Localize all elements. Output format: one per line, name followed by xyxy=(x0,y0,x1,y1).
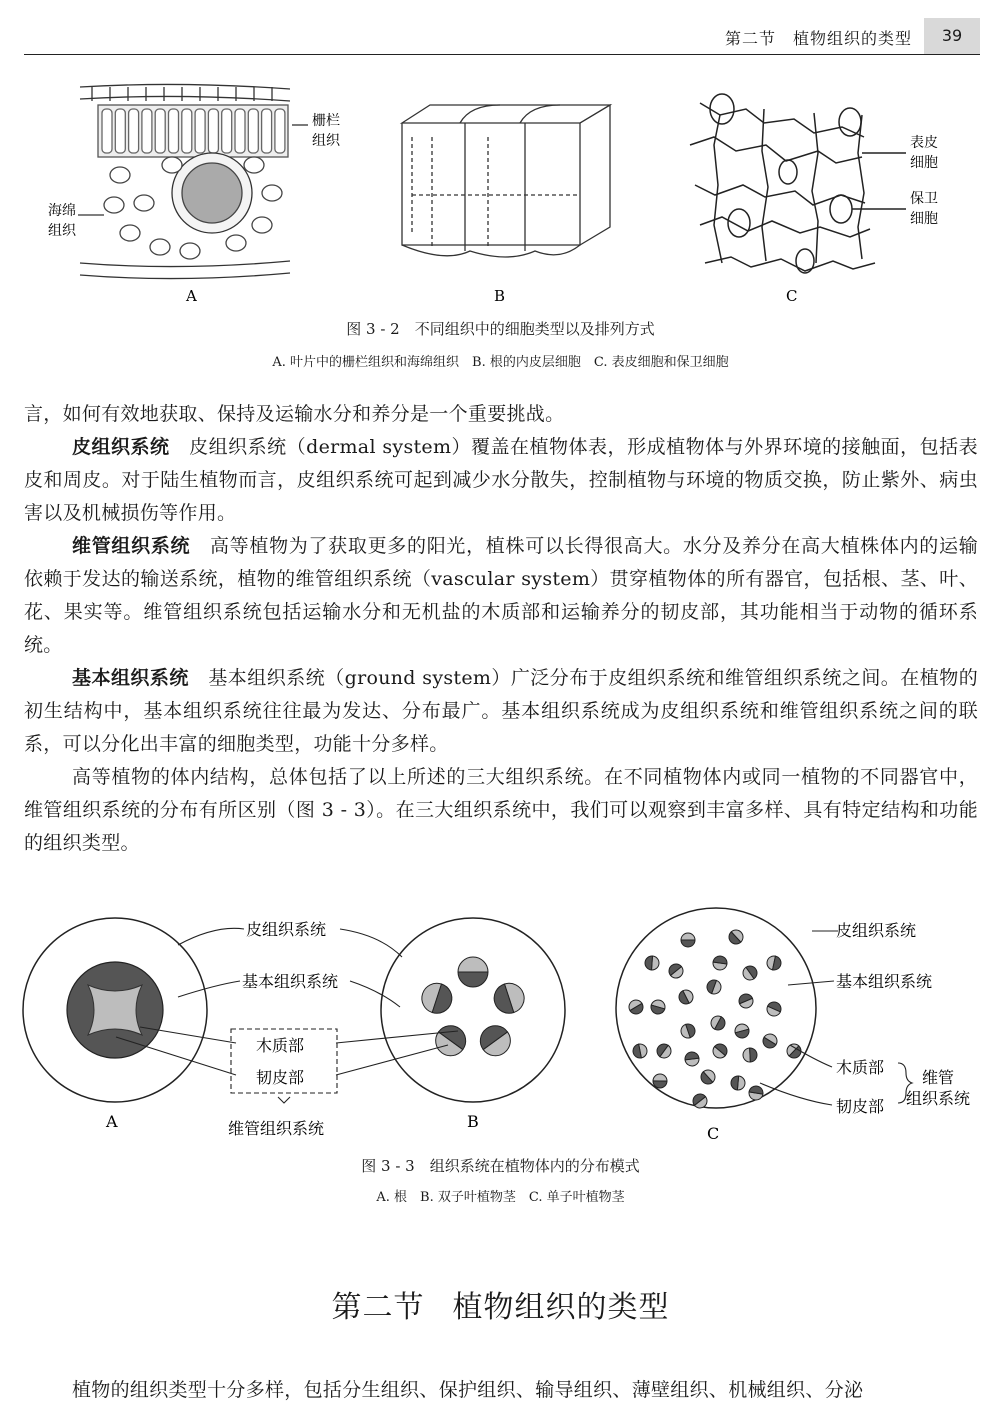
figure-3-2-caption: 图 3 - 2 不同组织中的细胞类型以及排列方式 xyxy=(346,320,655,338)
label-dermal-system: 皮组织系统 xyxy=(246,920,327,939)
label-ground-system: 基本组织系统 xyxy=(242,972,339,991)
figure-3-3 xyxy=(0,905,1001,1150)
section-number: 第二节 xyxy=(331,1290,425,1325)
epidermis-diagram xyxy=(690,94,906,273)
spongy-label: 海绵 xyxy=(48,203,76,219)
label-vascular-c-1: 维管 xyxy=(922,1068,955,1087)
root-diagram xyxy=(23,918,207,1102)
header-rule xyxy=(24,54,980,55)
panel-c-letter: C xyxy=(786,287,798,305)
guard-cell-label: 保卫 xyxy=(910,191,938,207)
figure-3-2 xyxy=(40,75,980,310)
body-text-continued xyxy=(24,1374,978,1407)
svg-text:细胞: 细胞 xyxy=(910,155,938,171)
label-dermal-system-c: 皮组织系统 xyxy=(836,921,917,940)
panel-b-letter: B xyxy=(494,287,506,305)
panel-b-letter-2: B xyxy=(467,1112,479,1131)
paragraph-vascular: 维管组织系统 高等植物为了获取更多的阳光，植株可以长得很高大。水分及养分在高大植株体内的运输依赖于发达的输送系统，植物的维管组织系统（vascular system）贯穿植物体的所有器官，包括根、茎、叶、花、果实等。维管组织系统包括运输水分和无机盐的木质部和运输养分的韧皮部，其功能相当于动物的循环系统。 xyxy=(24,535,979,656)
panel-a-letter: A xyxy=(186,287,197,305)
body-text-block xyxy=(24,398,978,860)
section-heading xyxy=(0,1282,1001,1326)
endodermis-diagram xyxy=(402,105,610,257)
panel-a-letter-2: A xyxy=(106,1112,118,1131)
leaf-section-diagram xyxy=(78,84,308,278)
palisade-label: 栅栏 xyxy=(312,113,340,129)
label-phloem-c: 韧皮部 xyxy=(836,1097,885,1116)
epidermal-cell-label: 表皮 xyxy=(910,135,938,151)
dicot-stem-diagram xyxy=(381,918,565,1102)
term-vascular: 维管组织系统 xyxy=(72,535,191,557)
label-phloem: 韧皮部 xyxy=(256,1068,305,1087)
term-dermal: 皮组织系统 xyxy=(72,436,170,458)
label-xylem: 木质部 xyxy=(256,1036,305,1055)
section-name: 植物组织的类型 xyxy=(452,1290,670,1325)
svg-text:组织: 组织 xyxy=(312,133,340,149)
paragraph: 言，如何有效地获取、保持及运输水分和养分是一个重要挑战。 xyxy=(24,403,565,425)
running-header xyxy=(0,18,980,56)
panel-c-letter-2: C xyxy=(707,1124,720,1143)
figure-3-2-subcaption: A. 叶片中的栅栏组织和海绵组织 B. 根的内皮层细胞 C. 表皮细胞和保卫细胞 xyxy=(272,355,729,370)
paragraph-summary: 高等植物的体内结构，总体包括了以上所述的三大组织系统。在不同植物体内或同一植物的不同器官中，维管组织系统的分布有所区别（图 3 - 3）。在三大组织系统中，我们可以观察到丰富多样、具有特定结构和功能的组织类型。 xyxy=(24,766,978,854)
label-xylem-c: 木质部 xyxy=(836,1058,885,1077)
monocot-stem-diagram xyxy=(616,908,816,1111)
paragraph-tissue-types: 植物的组织类型十分多样，包括分生组织、保护组织、输导组织、薄壁组织、机械组织、分泌 xyxy=(72,1379,864,1401)
label-vascular-c-2: 组织系统 xyxy=(906,1089,971,1108)
paragraph-ground: 基本组织系统 基本组织系统（ground system）广泛分布于皮组织系统和维管组织系统之间。在植物的初生结构中，基本组织系统往往最为发达、分布最广。基本组织系统成为皮组织系统和维管组织系统之间的联系，可以分化出丰富的细胞类型，功能十分多样。 xyxy=(24,667,978,755)
figure-3-3-caption: 图 3 - 3 组织系统在植物体内的分布模式 xyxy=(361,1157,640,1175)
page-number: 39 xyxy=(924,18,980,54)
label-ground-system-c: 基本组织系统 xyxy=(836,972,933,991)
svg-text:细胞: 细胞 xyxy=(910,211,938,227)
term-ground: 基本组织系统 xyxy=(72,667,189,689)
figure-3-3-subcaption: A. 根 B. 双子叶植物茎 C. 单子叶植物茎 xyxy=(376,1190,625,1205)
svg-text:组织: 组织 xyxy=(48,223,76,239)
label-vascular-system: 维管组织系统 xyxy=(228,1119,325,1138)
paragraph-dermal: 皮组织系统 皮组织系统（dermal system）覆盖在植物体表，形成植物体与外界环境的接触面，包括表皮和周皮。对于陆生植物而言，皮组织系统可起到减少水分散失，控制植物与环境的物质交换，防止紫外、病虫害以及机械损伤等作用。 xyxy=(24,436,978,524)
running-header-title: 第二节 植物组织的类型 xyxy=(724,29,912,48)
